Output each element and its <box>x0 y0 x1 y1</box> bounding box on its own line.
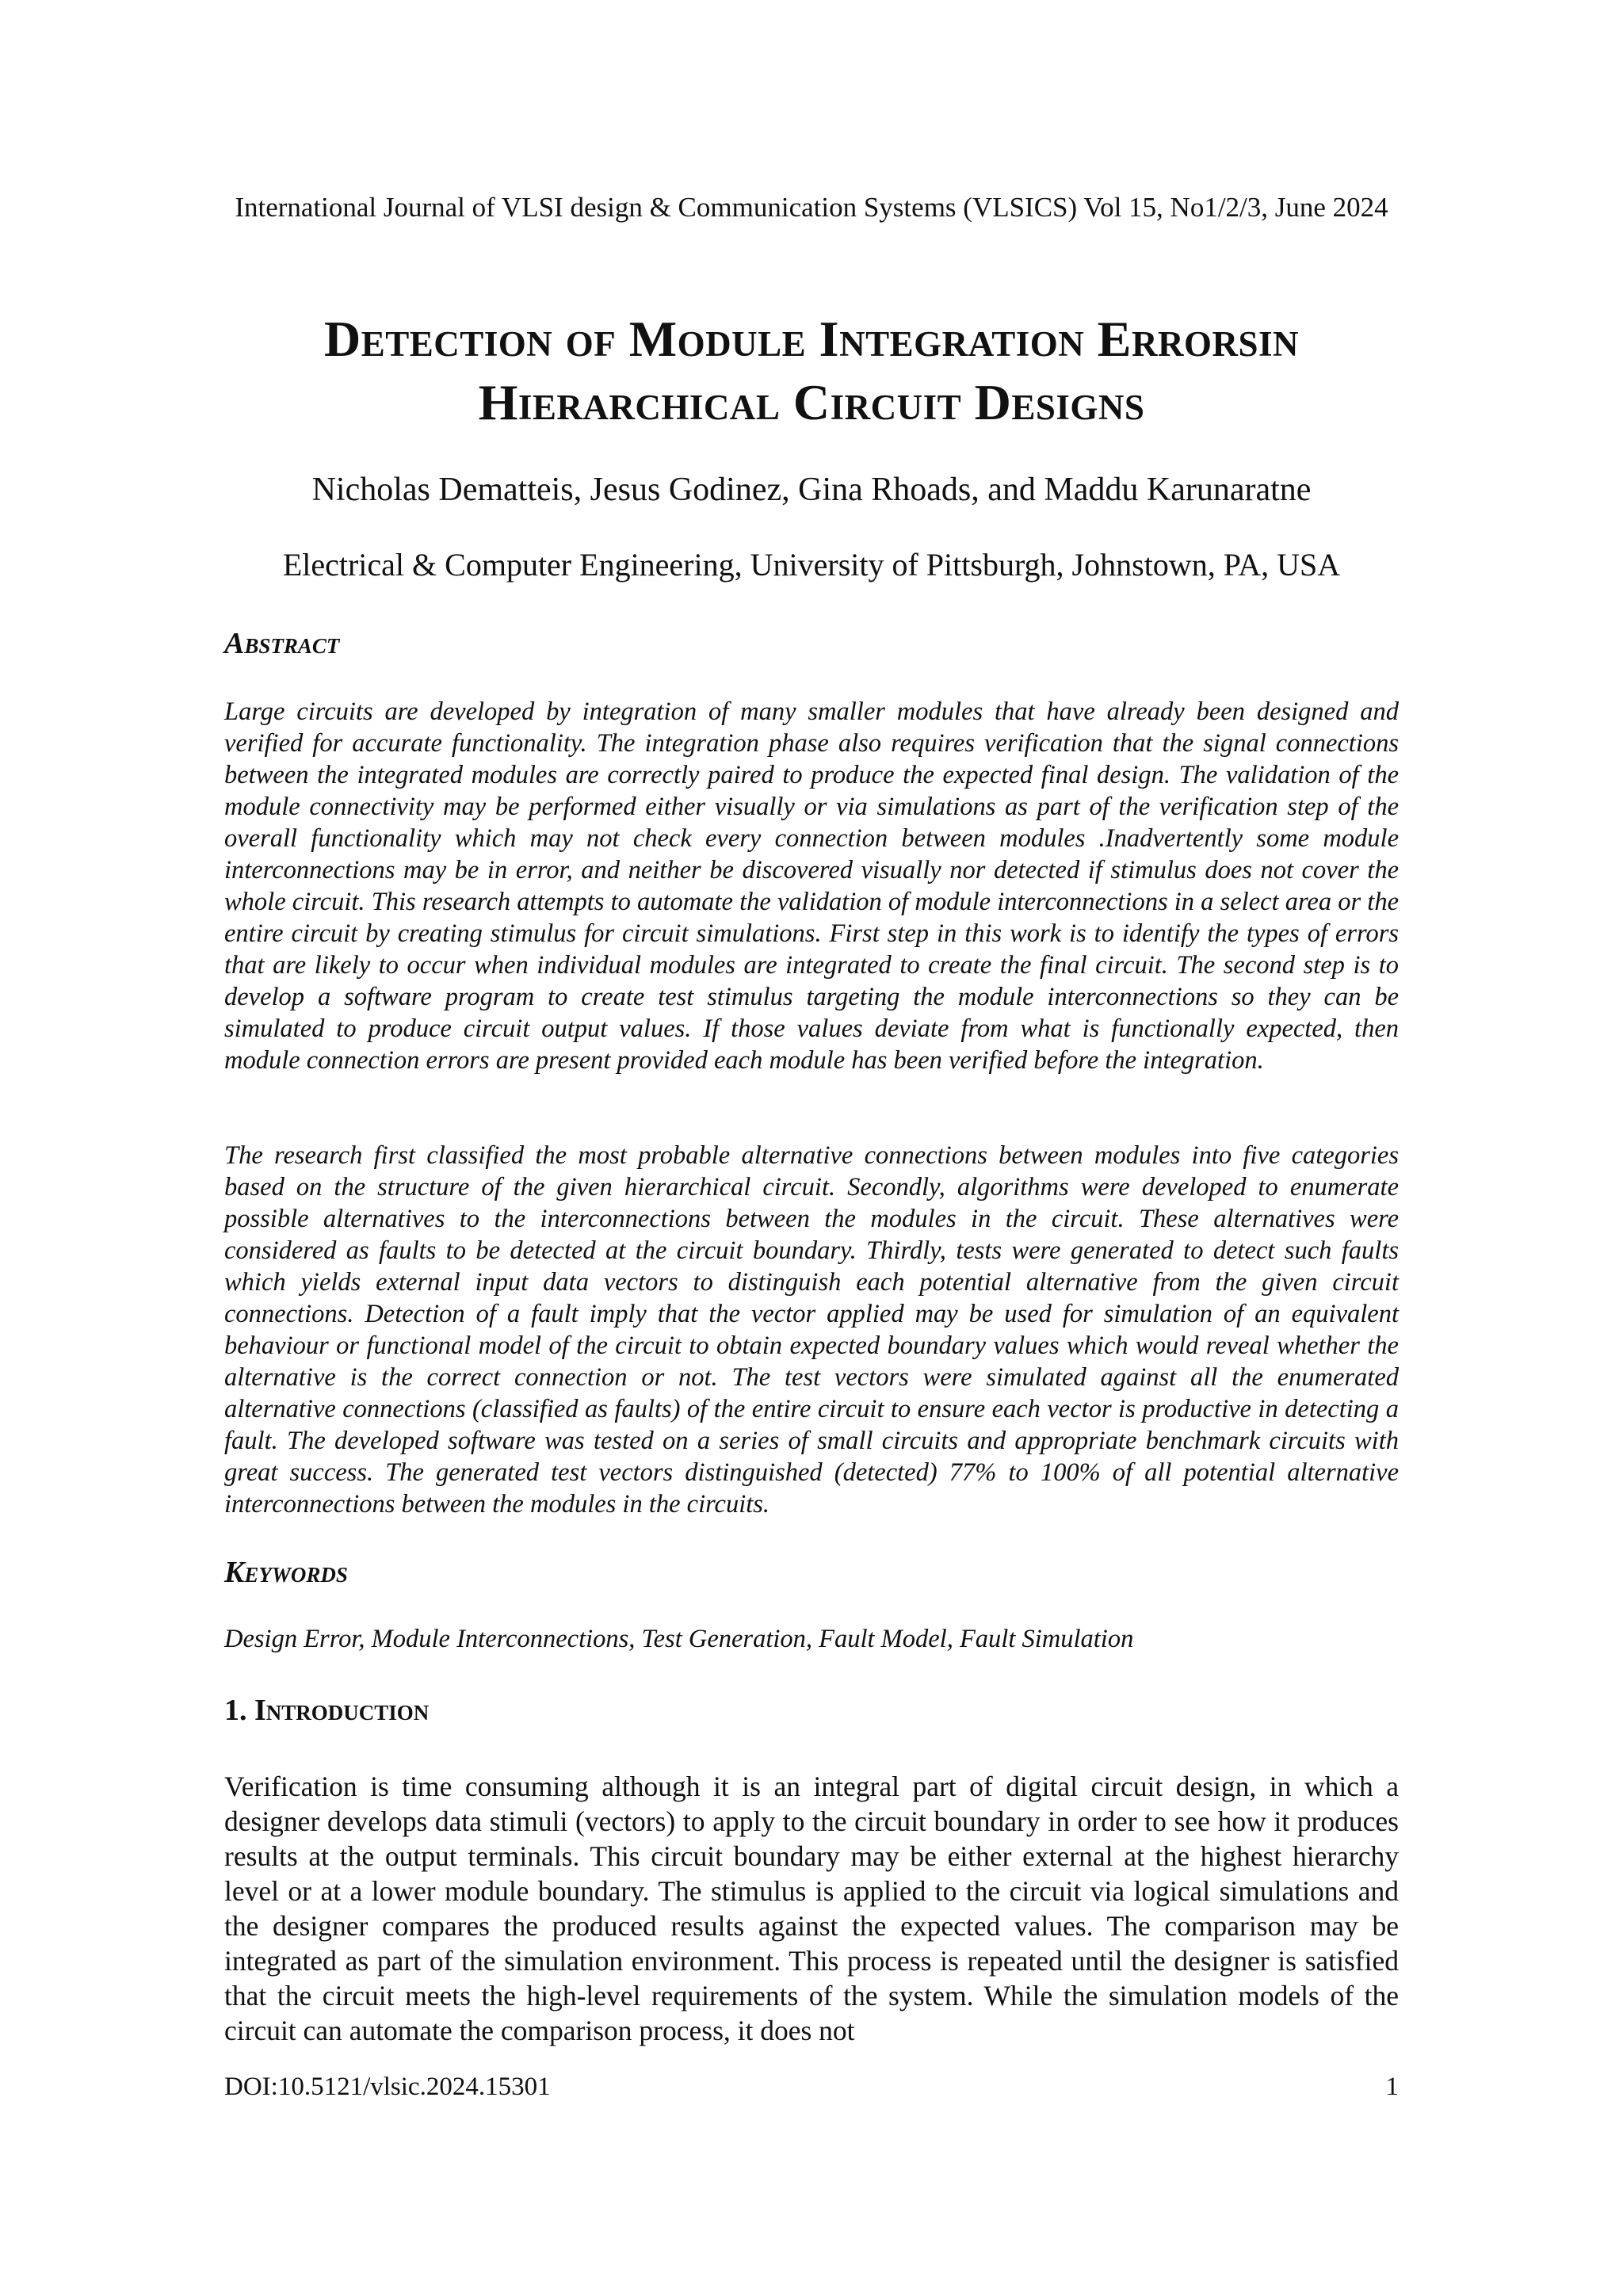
affiliation: Electrical & Computer Engineering, University of Pittsburgh, Johnstown, PA, USA <box>282 547 1341 583</box>
journal-header: International Journal of VLSI design & Communication Systems (VLSICS) Vol 15, No1/2/3, June 2024 <box>235 192 1388 223</box>
footer-doi: DOI:10.5121/vlsic.2024.15301 <box>224 2073 551 2101</box>
paper-title-line-2: Hierarchical Circuit Designs <box>478 374 1145 430</box>
page-number: 1 <box>1385 2073 1399 2101</box>
introduction-heading: 1. Introduction <box>224 1694 430 1727</box>
abstract-paragraph-2: The research first classified the most probable alternative connections between modules into five categories based on the structure of the given hierarchical circuit. Secondly, algorithms were developed to enumerate possible alternatives to the interconnections between the modules in the circuit. These alternatives were considered as faults to be detected at the circuit boundary. Thirdly, tests were generated to detect such faults which yields external input data vectors to distinguish each potential alternative from the given circuit connections. Detection of a fault imply that the vector applied may be used for simulation of an equivalent behaviour or functional model of the circuit to obtain expected boundary values which would reveal whether the alternative is the correct connection or not. The test vectors were simulated against all the enumerated alternative connections (classified as faults) of the entire circuit to ensure each vector is productive in detecting a fault. The developed software was tested on a series of small circuits and appropriate benchmark circuits with great success. The generated test vectors distinguished (detected) 77% to 100% of all potential alternative interconnections between the modules in the circuits. <box>224 1141 1399 1519</box>
introduction-paragraph-1: Verification is time consuming although it is an integral part of digital circuit design, in which a designer develops data stimuli (vectors) to apply to the circuit boundary in order to see how it produces results at the output terminals. This circuit boundary may be either external at the highest hierarchy level or at a lower module boundary. The stimulus is applied to the circuit via logical simulations and the designer compares the produced results against the expected values. The comparison may be integrated as part of the simulation environment. This process is repeated until the designer is satisfied that the circuit meets the high-level requirements of the system. While the simulation models of the circuit can automate the comparison process, it does not <box>224 1771 1399 2046</box>
keywords-text: Design Error, Module Interconnections, Test Generation, Fault Model, Fault Simulation <box>224 1625 1134 1653</box>
paper-title <box>158 308 1465 434</box>
author-list: Nicholas Dematteis, Jesus Godinez, Gina Rhoads, and Maddu Karunaratne <box>311 472 1312 508</box>
abstract-paragraph-1: Large circuits are developed by integration of many smaller modules that have already been designed and verified for accurate functionality. The integration phase also requires verification that the signal connections between the integrated modules are correctly paired to produce the expected final design. The validation of the module connectivity may be performed either visually or via simulations as part of the verification step of the overall functionality which may not check every connection between modules .Inadvertently some module interconnections may be in error, and neither be discovered visually nor detected if stimulus does not cover the whole circuit. This research attempts to automate the validation of module interconnections in a select area or the entire circuit by creating stimulus for circuit simulations. First step in this work is to identify the types of errors that are likely to occur when individual modules are integrated to create the final circuit. The second step is to develop a software program to create test stimulus targeting the module interconnections so they can be simulated to produce circuit output values. If those values deviate from what is functionally expected, then module connection errors are present provided each module has been verified before the integration. <box>224 697 1399 1075</box>
abstract-heading: Abstract <box>224 627 340 660</box>
paper-title-line-1: Detection of Module Integration Errorsin <box>323 311 1300 367</box>
keywords-heading: Keywords <box>224 1556 348 1589</box>
